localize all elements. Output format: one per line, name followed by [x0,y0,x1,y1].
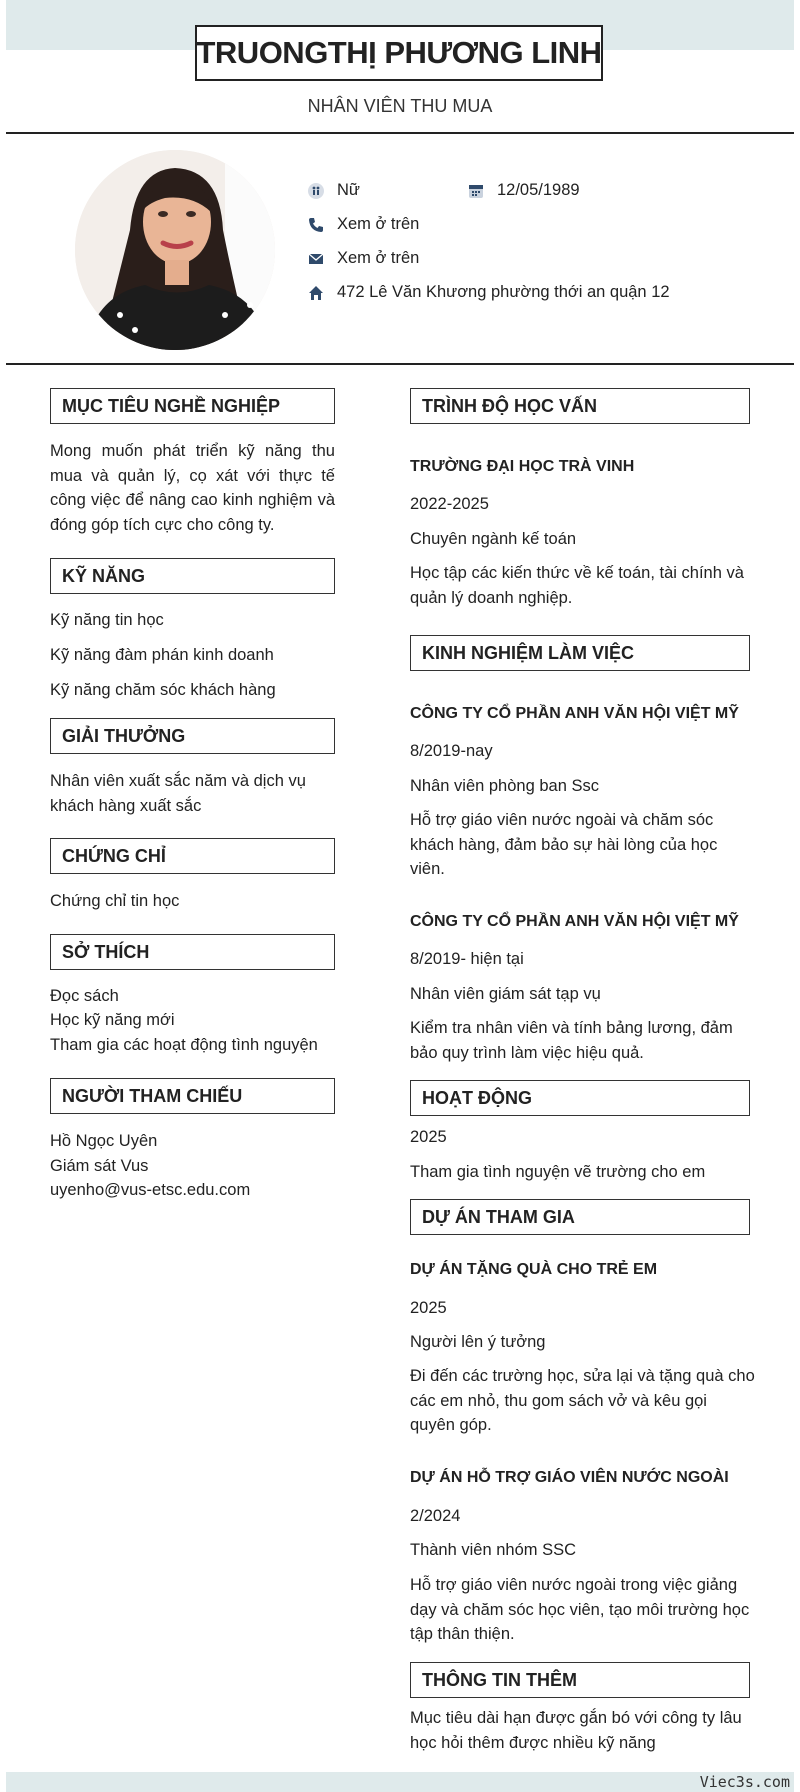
section-experience-title: KINH NGHIỆM LÀM VIỆC [410,635,750,671]
job-desc: Kiểm tra nhân viên và tính bảng lương, đảm bảo quy trình làm việc hiệu quả. [410,1019,733,1062]
project-role: Người lên ý tưởng [410,1333,546,1351]
section-activities-title: HOẠT ĐỘNG [410,1080,750,1116]
project-year: 2/2024 [410,1507,461,1525]
objective-text: Mong muốn phát triển kỹ năng thu mua và quản lý, cọ xát với thực tế công việc để nâng cao kinh nghiệm và đóng góp tích cực cho công ty. [50,442,335,534]
project-year: 2025 [410,1299,447,1317]
skill-item: Kỹ năng tin học [50,611,164,629]
section-skills-title: KỸ NĂNG [50,558,335,594]
phone-row [307,215,419,234]
home-icon [307,284,325,302]
full-name: TRUONGTHỊ PHƯƠNG LINH [195,25,603,81]
reference-email: uyenho@vus-etsc.edu.com [50,1181,251,1199]
footer-band [6,1772,794,1792]
address-row [307,283,670,302]
section-references-title: NGƯỜI THAM CHIẾU [50,1078,335,1114]
hobby-item: Học kỹ năng mới [50,1011,175,1029]
skill-item: Kỹ năng đàm phán kinh doanh [50,646,274,664]
job-position: Nhân viên phòng ban Ssc [410,777,599,795]
section-projects-title: DỰ ÁN THAM GIA [410,1199,750,1235]
avatar-photo [75,150,275,350]
section-objective-title: MỤC TIÊU NGHỀ NGHIỆP [50,388,335,424]
job-period: 8/2019- hiện tại [410,950,524,968]
education-desc: Học tập các kiến thức về kế toán, tài chính và quản lý doanh nghiệp. [410,564,744,607]
activity-desc: Tham gia tình nguyện vẽ trường cho em [410,1163,706,1181]
skill-item: Kỹ năng chăm sóc khách hàng [50,681,276,699]
section-additional-title: THÔNG TIN THÊM [410,1662,750,1698]
activity-year: 2025 [410,1128,447,1146]
education-major: Chuyên ngành kế toán [410,530,577,548]
section-education-title: TRÌNH ĐỘ HỌC VẤN [410,388,750,424]
birthday-row [467,181,580,200]
hobby-item: Tham gia các hoạt động tình nguyện [50,1036,318,1054]
section-awards-title: GIẢI THƯỞNG [50,718,335,754]
job-company: CÔNG TY CỔ PHẦN ANH VĂN HỘI VIỆT MỸ [410,913,739,930]
phone-icon [307,216,325,234]
divider-top [6,132,794,134]
awards-text: Nhân viên xuất sắc năm và dịch vụ khách hàng xuất sắc [50,772,306,815]
certificate-text: Chứng chỉ tin học [50,892,180,910]
job-company: CÔNG TY CỔ PHẦN ANH VĂN HỘI VIỆT MỸ [410,705,739,722]
project-name: DỰ ÁN HỖ TRỢ GIÁO VIÊN NƯỚC NGOÀI [410,1469,729,1486]
section-certificates-title: CHỨNG CHỈ [50,838,335,874]
education-period: 2022-2025 [410,495,489,513]
phone-value: Xem ở trên [337,215,420,233]
mail-icon [307,250,325,268]
email-row [307,249,419,268]
hobby-item: Đọc sách [50,987,119,1005]
project-role: Thành viên nhóm SSC [410,1541,577,1559]
gender-icon [307,182,325,200]
project-name: DỰ ÁN TẶNG QUÀ CHO TRẺ EM [410,1261,658,1278]
address-value: 472 Lê Văn Khương phường thới an quận 12 [337,283,670,301]
gender-value: Nữ [337,181,360,199]
education-school: TRƯỜNG ĐẠI HỌC TRÀ VINH [410,458,635,475]
divider-middle [6,363,794,365]
birthday-value: 12/05/1989 [497,181,580,199]
additional-text: Mục tiêu dài hạn được gắn bó với công ty lâu học hỏi thêm được nhiều kỹ năng [410,1709,742,1752]
email-value: Xem ở trên [337,249,420,267]
job-title: NHÂN VIÊN THU MUA [307,96,493,116]
reference-name: Hồ Ngọc Uyên [50,1132,158,1150]
job-desc: Hỗ trợ giáo viên nước ngoài và chăm sóc khách hàng, đảm bảo sự hài lòng của học viên. [410,811,718,878]
project-desc: Hỗ trợ giáo viên nước ngoài trong việc giảng dạy và chăm sóc học viên, tạo môi trường học tập thân thiện. [410,1576,750,1643]
watermark: Viec3s.com [699,1773,790,1791]
project-desc: Đi đến các trường học, sửa lại và tặng quà cho các em nhỏ, thu gom sách vở và kêu gọi quyên góp. [410,1367,755,1434]
job-position: Nhân viên giám sát tạp vụ [410,985,601,1003]
gender-row [307,181,360,200]
reference-position: Giám sát Vus [50,1157,149,1175]
section-hobbies-title: SỞ THÍCH [50,934,335,970]
job-period: 8/2019-nay [410,742,493,760]
calendar-icon [467,182,485,200]
